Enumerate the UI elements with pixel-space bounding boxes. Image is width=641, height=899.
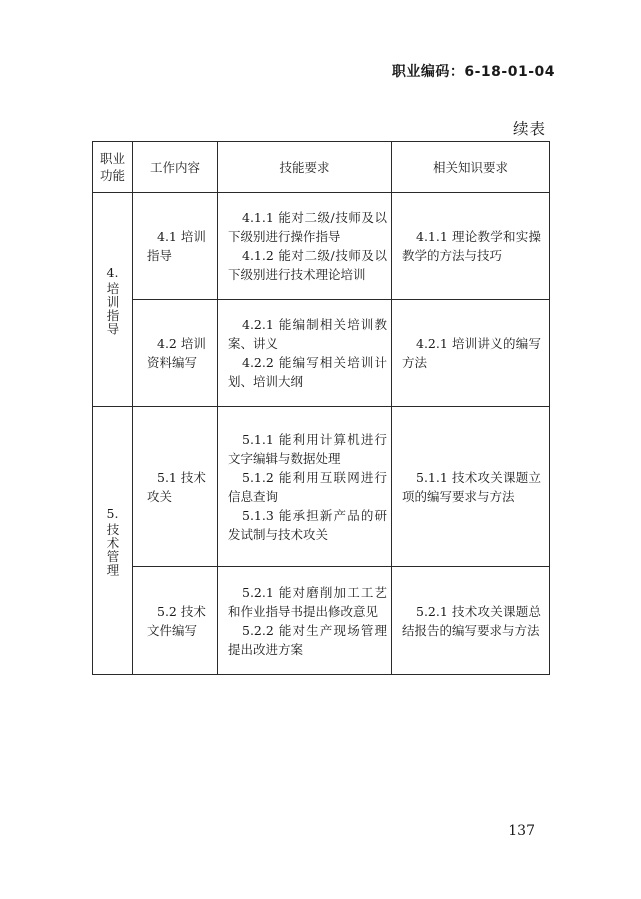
table-row bbox=[93, 193, 550, 300]
knowledge-cell bbox=[392, 193, 550, 300]
page-number: 137 bbox=[508, 823, 535, 839]
module-name: 培训指导 bbox=[105, 282, 120, 336]
header-work-content: 工作内容 bbox=[133, 142, 218, 193]
continued-label: 续表 bbox=[512, 120, 546, 138]
header-module bbox=[93, 142, 133, 193]
table-row bbox=[93, 407, 550, 567]
header-module-line1: 职业 bbox=[99, 151, 125, 166]
work-content-line: 4.2 培训 bbox=[157, 336, 206, 351]
work-content-line: 4.1 培训 bbox=[157, 229, 206, 244]
skill-cell bbox=[218, 567, 392, 675]
module-cell-training bbox=[93, 193, 133, 407]
knowledge-item: 4.1.1 理论教学和实操教学的方法与技巧 bbox=[402, 229, 541, 263]
skill-cell bbox=[218, 407, 392, 567]
work-content-line: 资料编写 bbox=[147, 355, 198, 370]
work-content-line: 攻关 bbox=[147, 488, 173, 504]
module-number: 5. bbox=[106, 506, 119, 521]
table-row bbox=[93, 300, 550, 407]
header-knowledge-requirements: 相关知识要求 bbox=[392, 142, 550, 193]
header-skill-requirements: 技能要求 bbox=[218, 142, 392, 193]
module-cell-technical-management bbox=[93, 407, 133, 675]
module-number: 4. bbox=[106, 265, 119, 280]
skill-item: 5.1.2 能利用互联网进行信息查询 bbox=[228, 469, 387, 504]
work-content-line: 指导 bbox=[147, 248, 173, 263]
module-name: 技术管理 bbox=[105, 523, 120, 577]
occupation-code: 职业编码：6-18-01-04 bbox=[391, 64, 555, 80]
skill-cell bbox=[218, 193, 392, 300]
skill-item: 5.1.3 能承担新产品的研发试制与技术攻关 bbox=[228, 507, 387, 542]
knowledge-cell bbox=[392, 300, 550, 407]
header-module-line2: 功能 bbox=[99, 168, 125, 183]
skill-item: 4.1.1 能对二级/技师及以下级别进行操作指导 bbox=[228, 210, 387, 244]
skill-item: 4.2.2 能编写相关培训计划、培训大纲 bbox=[228, 355, 387, 389]
knowledge-item: 5.2.1 技术攻关课题总结报告的编写要求与方法 bbox=[402, 603, 541, 638]
skill-item: 4.2.1 能编制相关培训教案、讲义 bbox=[228, 317, 387, 351]
knowledge-item: 5.1.1 技术攻关课题立项的编写要求与方法 bbox=[402, 469, 541, 504]
work-content-cell bbox=[133, 193, 218, 300]
work-content-cell bbox=[133, 407, 218, 567]
table-header-row bbox=[93, 142, 550, 193]
knowledge-item: 4.2.1 培训讲义的编写方法 bbox=[402, 336, 541, 370]
work-content-line: 文件编写 bbox=[147, 622, 198, 638]
skill-item: 5.2.1 能对磨削加工工艺和作业指导书提出修改意见 bbox=[228, 584, 387, 619]
table-row bbox=[93, 567, 550, 675]
skill-item: 5.1.1 能利用计算机进行文字编辑与数据处理 bbox=[228, 431, 387, 466]
skill-item: 5.2.2 能对生产现场管理提出改进方案 bbox=[228, 622, 387, 657]
work-content-cell bbox=[133, 567, 218, 675]
work-content-line: 5.2 技术 bbox=[157, 603, 206, 619]
knowledge-cell bbox=[392, 407, 550, 567]
skill-requirements-table bbox=[92, 141, 550, 675]
knowledge-cell bbox=[392, 567, 550, 675]
skill-cell bbox=[218, 300, 392, 407]
work-content-line: 5.1 技术 bbox=[157, 469, 206, 485]
skill-item: 4.1.2 能对二级/技师及以下级别进行技术理论培训 bbox=[228, 248, 387, 282]
work-content-cell bbox=[133, 300, 218, 407]
